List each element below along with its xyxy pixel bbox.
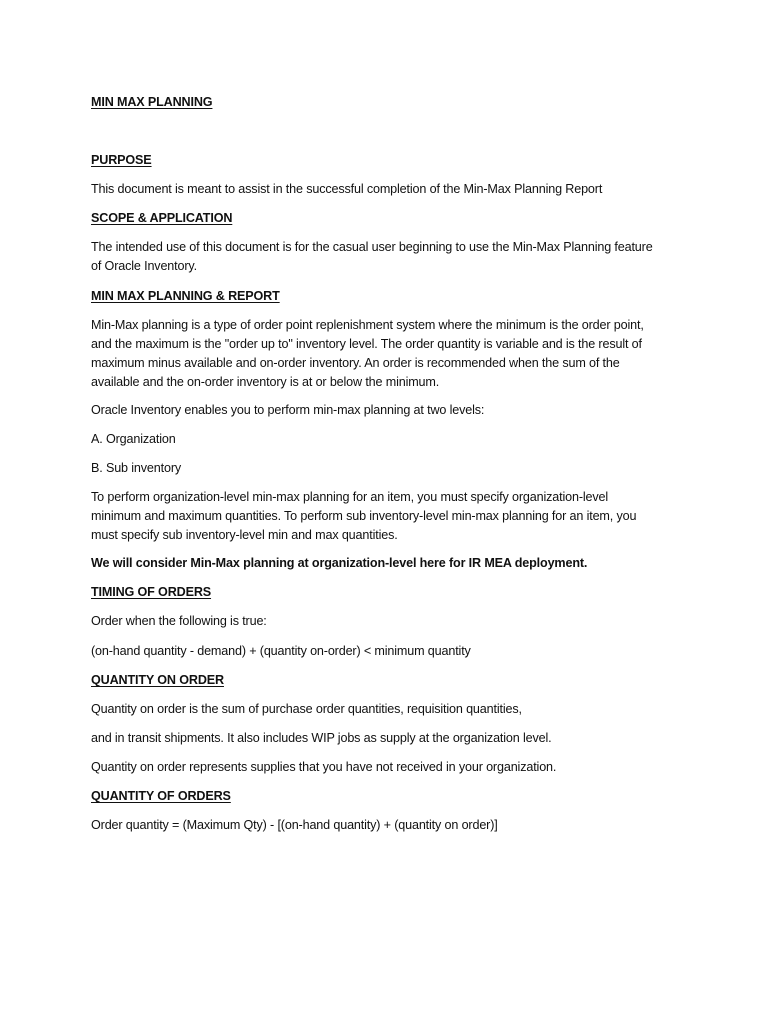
report-para1-line: Min-Max planning is a type of order point replenishment system where the minimum is the order point, <box>91 318 644 332</box>
quantity-on-order-line-2: and in transit shipments. It also includes WIP jobs as supply at the organization level. <box>91 731 552 745</box>
report-para1-line: maximum minus available and on-order inventory. An order is recommended when the sum of the <box>91 356 620 370</box>
scope-paragraph <box>91 238 653 276</box>
level-b: B. Sub inventory <box>91 461 182 475</box>
scope-heading: SCOPE & APPLICATION <box>91 211 233 225</box>
quantity-of-orders-heading: QUANTITY OF ORDERS <box>91 789 231 803</box>
report-paragraph-2 <box>91 488 636 545</box>
quantity-on-order-line-1: Quantity on order is the sum of purchase order quantities, requisition quantities, <box>91 702 522 716</box>
deployment-note: We will consider Min-Max planning at organization-level here for IR MEA deployment. <box>91 556 588 570</box>
quantity-of-orders-formula: Order quantity = (Maximum Qty) - [(on-hand quantity) + (quantity on order)] <box>91 818 498 832</box>
timing-formula: (on-hand quantity - demand) + (quantity on-order) < minimum quantity <box>91 644 471 658</box>
report-para2-line: must specify sub inventory-level min and max quantities. <box>91 528 398 542</box>
report-para1-line: available and the on-order inventory is at or below the minimum. <box>91 375 440 389</box>
quantity-on-order-heading: QUANTITY ON ORDER <box>91 673 224 687</box>
report-para2-line: To perform organization-level min-max planning for an item, you must specify organization-level <box>91 490 609 504</box>
report-para1-line: and the maximum is the "order up to" inventory level. The order quantity is variable and is the result of <box>91 337 642 351</box>
purpose-text: This document is meant to assist in the successful completion of the Min-Max Planning Report <box>91 182 603 196</box>
timing-intro: Order when the following is true: <box>91 614 267 628</box>
report-heading: MIN MAX PLANNING & REPORT <box>91 289 280 303</box>
timing-heading: TIMING OF ORDERS <box>91 585 212 599</box>
quantity-on-order-line-3: Quantity on order represents supplies that you have not received in your organization. <box>91 760 557 774</box>
levels-intro: Oracle Inventory enables you to perform min-max planning at two levels: <box>91 403 485 417</box>
report-paragraph-1 <box>91 316 644 392</box>
scope-line: of Oracle Inventory. <box>91 259 197 273</box>
level-a: A. Organization <box>91 432 176 446</box>
report-para2-line: minimum and maximum quantities. To perform sub inventory-level min-max planning for an item, you <box>91 509 637 523</box>
document-title: MIN MAX PLANNING <box>91 95 213 109</box>
purpose-heading: PURPOSE <box>91 153 152 167</box>
scope-line: The intended use of this document is for the casual user beginning to use the Min-Max Planning feature <box>91 240 653 254</box>
